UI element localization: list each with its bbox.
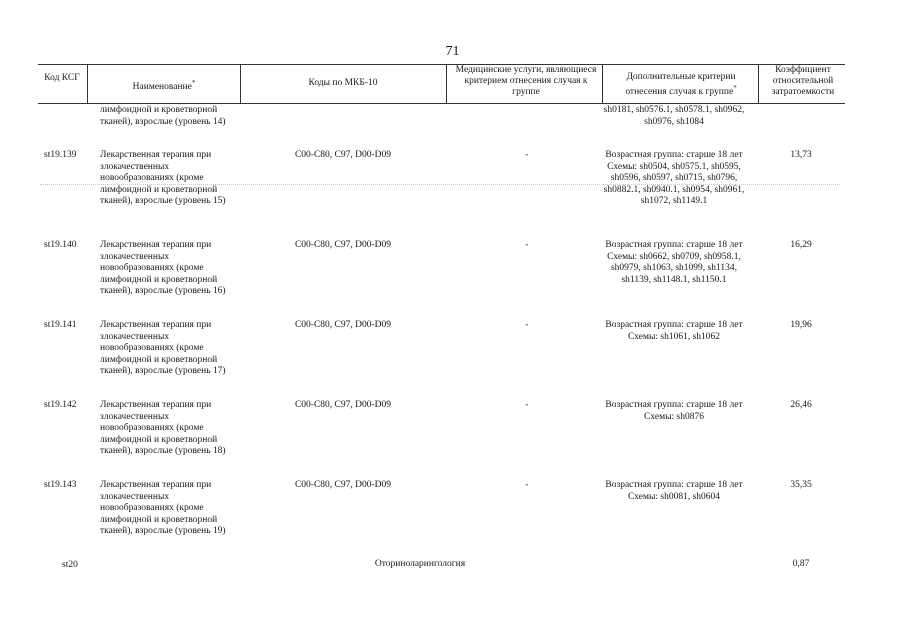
column-divider [87,64,88,103]
row-coef: 13,73 [790,150,812,160]
column-divider [446,64,447,103]
row-code: st19.140 [44,240,77,250]
row-services: - [525,150,529,160]
page-number: 71 [445,44,460,59]
row-mkb: C00-C80, C97, D00-D09 [294,480,392,490]
row-mkb: C00-C80, C97, D00-D09 [294,400,392,410]
row-services: - [525,400,529,410]
header-criteria-footnote-mark: * [733,84,737,92]
row-coef: 19,96 [790,320,812,330]
section-name: Оториноларингология [374,559,466,569]
row-name: Лекарственная терапия при злокачественных новообразованиях (кроме лимфоидной и кроветворной тканей), взрослые (уровень 19) [100,480,226,536]
row-name: Лекарственная терапия при злокачественных новообразованиях (кроме лимфоидной и кроветворной тканей), взрослые (уровень 15) [100,150,226,206]
row-code: st19.139 [44,150,77,160]
header-code: Код КСГ [44,73,80,83]
row-code: st19.143 [44,480,77,490]
column-divider [602,64,603,103]
header-name-footnote-mark: * [191,79,196,87]
row-code: st19.142 [44,400,77,410]
continuation-criteria: sh0181, sh0576.1, sh0578.1, sh0962, sh0976, sh1084 [603,105,745,127]
header-top-rule [38,64,845,65]
header-criteria [606,72,756,98]
row-coef: 35,35 [790,480,812,490]
header-services: Медицинские услуги, являющиеся критерием отнесения случая к группе [455,65,597,97]
header-criteria-text: Дополнительные критерии отнесения случая к группе [625,72,736,98]
row-criteria: Возрастная группа: старше 18 лет Схемы: sh1061, sh1062 [605,320,743,342]
row-mkb: C00-C80, C97, D00-D09 [294,150,392,160]
row-name: Лекарственная терапия при злокачественных новообразованиях (кроме лимфоидной и кроветворной тканей), взрослые (уровень 17) [100,320,226,376]
row-coef: 26,46 [790,400,812,410]
section-coef: 0,87 [792,559,810,569]
row-code: st19.141 [44,320,77,330]
row-services: - [525,240,529,250]
row-mkb: C00-C80, C97, D00-D09 [294,320,392,330]
row-criteria: Возрастная группа: старше 18 лет Схемы: sh0876 [605,400,743,422]
row-services: - [525,480,529,490]
row-mkb: C00-C80, C97, D00-D09 [294,240,392,250]
header-coef: Коэффициент относительной затратоемкости [771,65,835,97]
header-mkb: Коды по МКБ-10 [308,78,378,88]
row-services: - [525,320,529,330]
header-bottom-rule [38,103,845,104]
row-coef: 16,29 [790,240,812,250]
column-divider [240,64,241,103]
section-code: st20 [62,560,78,570]
column-divider [758,64,759,103]
header-name [92,78,236,93]
header-name-text: Наименование [132,82,192,93]
continuation-name: лимфоидной и кроветворной тканей), взрослые (уровень 14) [100,105,226,127]
row-name: Лекарственная терапия при злокачественных новообразованиях (кроме лимфоидной и кроветворной тканей), взрослые (уровень 16) [100,240,226,296]
row-criteria: Возрастная группа: старше 18 лет Схемы: sh0081, sh0604 [605,480,743,502]
row-criteria: Возрастная группа: старше 18 лет Схемы: sh0504, sh0575.1, sh0595, sh0596, sh0597, sh0715, sh0796, sh0882.1, sh0940.1, sh0954, sh0961, sh1072, sh1149.1 [603,150,745,206]
row-name: Лекарственная терапия при злокачественных новообразованиях (кроме лимфоидной и кроветворной тканей), взрослые (уровень 18) [100,400,226,456]
row-criteria: Возрастная группа: старше 18 лет Схемы: sh0662, sh0709, sh0958.1, sh0979, sh1063, sh1099, sh1134, sh1139, sh1148.1, sh1150.1 [605,240,743,285]
